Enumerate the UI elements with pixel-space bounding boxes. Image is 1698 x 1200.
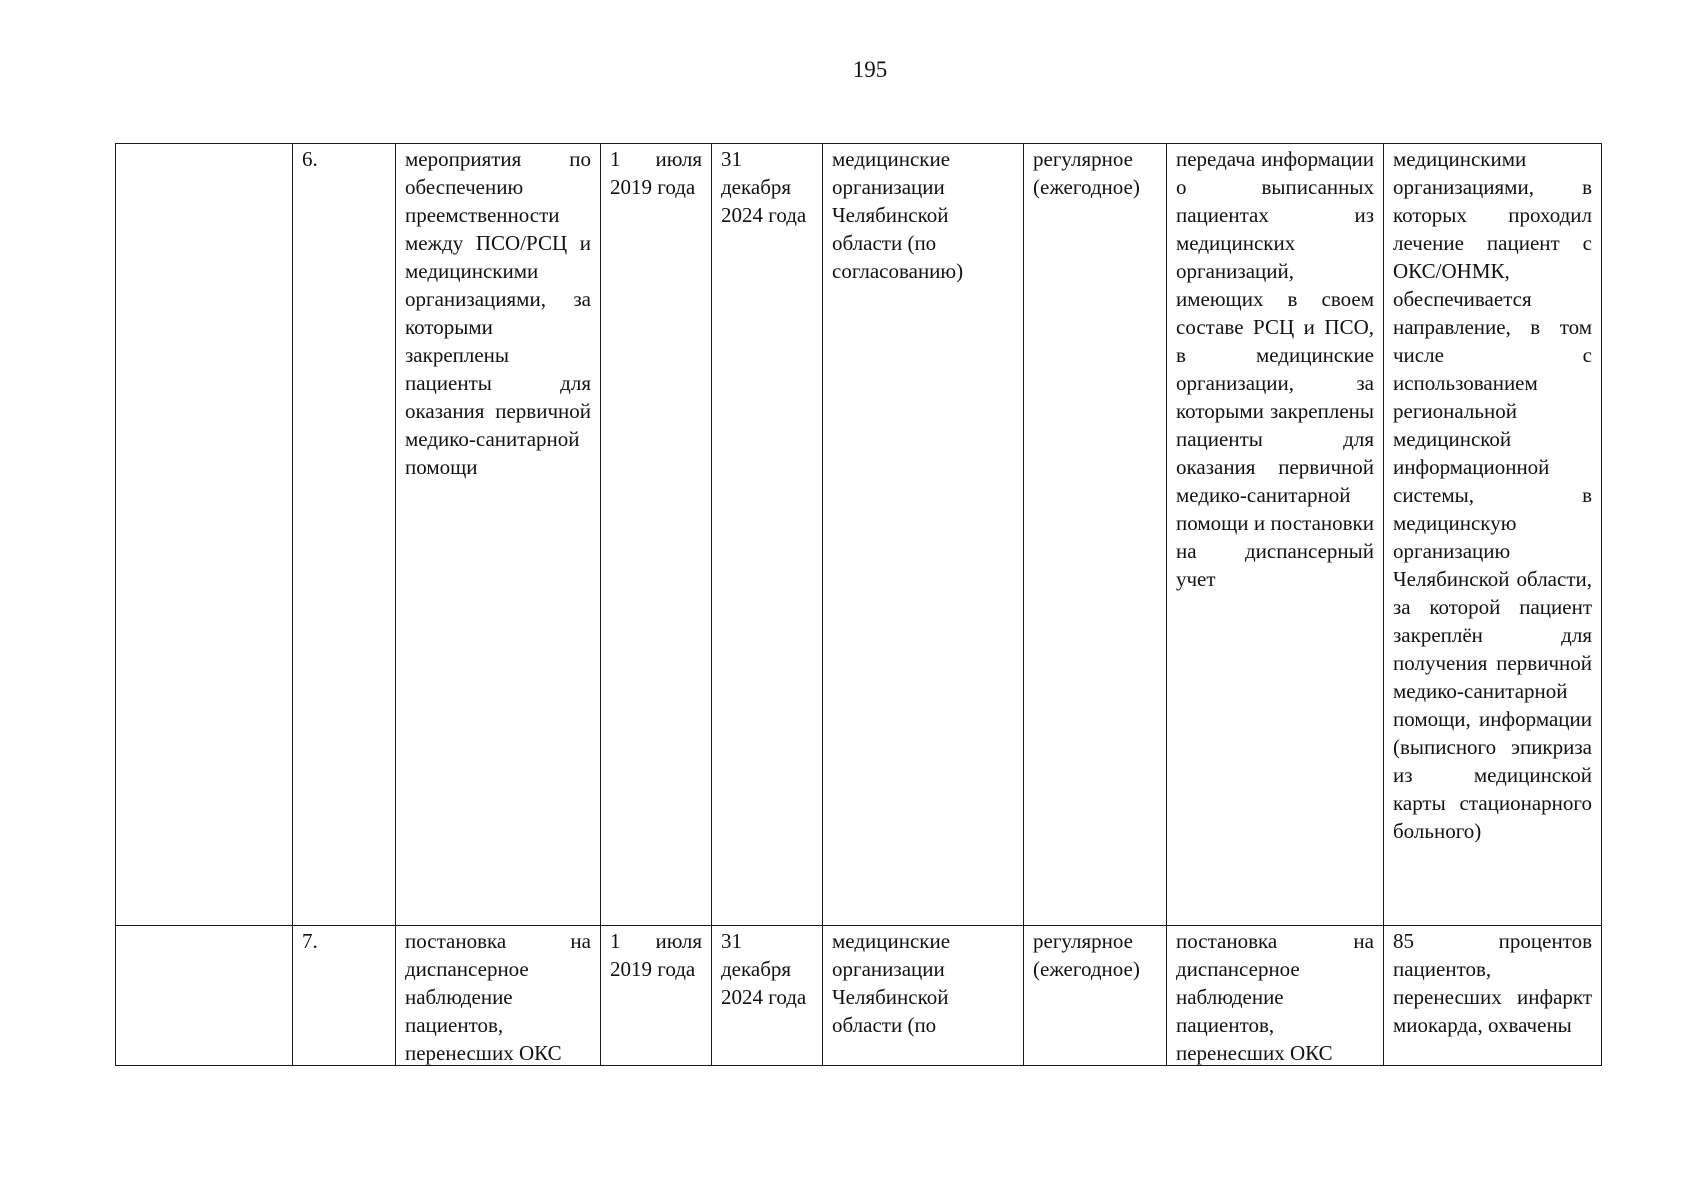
row-number: 7. xyxy=(293,926,396,1066)
result-cell: медицинскими организациями, в которых проходил лечение пациент с ОКС/ОНМК, обеспечивается направление, в том числе с использованием региональной медицинской информационной системы, в медицинскую организацию Челябинской области, за которой пациент закреплён для получения первичной медико-санитарной помощи, информации (выписного эпикриза из медицинской карты стационарного больного) xyxy=(1384,144,1602,926)
characteristic-cell: постановка на диспансерное наблюдение пациентов, перенесших ОКС xyxy=(1167,926,1384,1066)
type-cell: регулярное (ежегодное) xyxy=(1024,926,1167,1066)
empty-cell xyxy=(116,926,293,1066)
start-date-cell: 1 июля 2019 года xyxy=(601,144,712,926)
end-date-cell: 31 декабря 2024 года xyxy=(712,144,823,926)
measure-cell: постановка на диспансерное наблюдение пациентов, перенесших ОКС xyxy=(396,926,601,1066)
result-cell: 85 процентов пациентов, перенесших инфаркт миокарда, охвачены xyxy=(1384,926,1602,1066)
page-number: 195 xyxy=(852,57,888,82)
type-cell: регулярное (ежегодное) xyxy=(1024,144,1167,926)
end-date-cell: 31 декабря 2024 года xyxy=(712,926,823,1066)
characteristic-cell: передача информации о выписанных пациентах из медицинских организаций, имеющих в своем составе РСЦ и ПСО, в медицинские организации, за которыми закреплены пациенты для оказания первичной медико-санитарной помощи и постановки на диспансерный учет xyxy=(1167,144,1384,926)
start-date-cell: 1 июля 2019 года xyxy=(601,926,712,1066)
measure-cell: мероприятия по обеспечению преемственности между ПСО/РСЦ и медицинскими организациями, за которыми закреплены пациенты для оказания первичной медико-санитарной помощи xyxy=(396,144,601,926)
empty-cell xyxy=(116,144,293,926)
table-row xyxy=(116,144,1602,926)
plan-table xyxy=(115,143,1602,1066)
responsible-cell: медицинские организации Челябинской области (по xyxy=(823,926,1024,1066)
responsible-cell: медицинские организации Челябинской области (по согласованию) xyxy=(823,144,1024,926)
table-row xyxy=(116,926,1602,1066)
row-number: 6. xyxy=(293,144,396,926)
